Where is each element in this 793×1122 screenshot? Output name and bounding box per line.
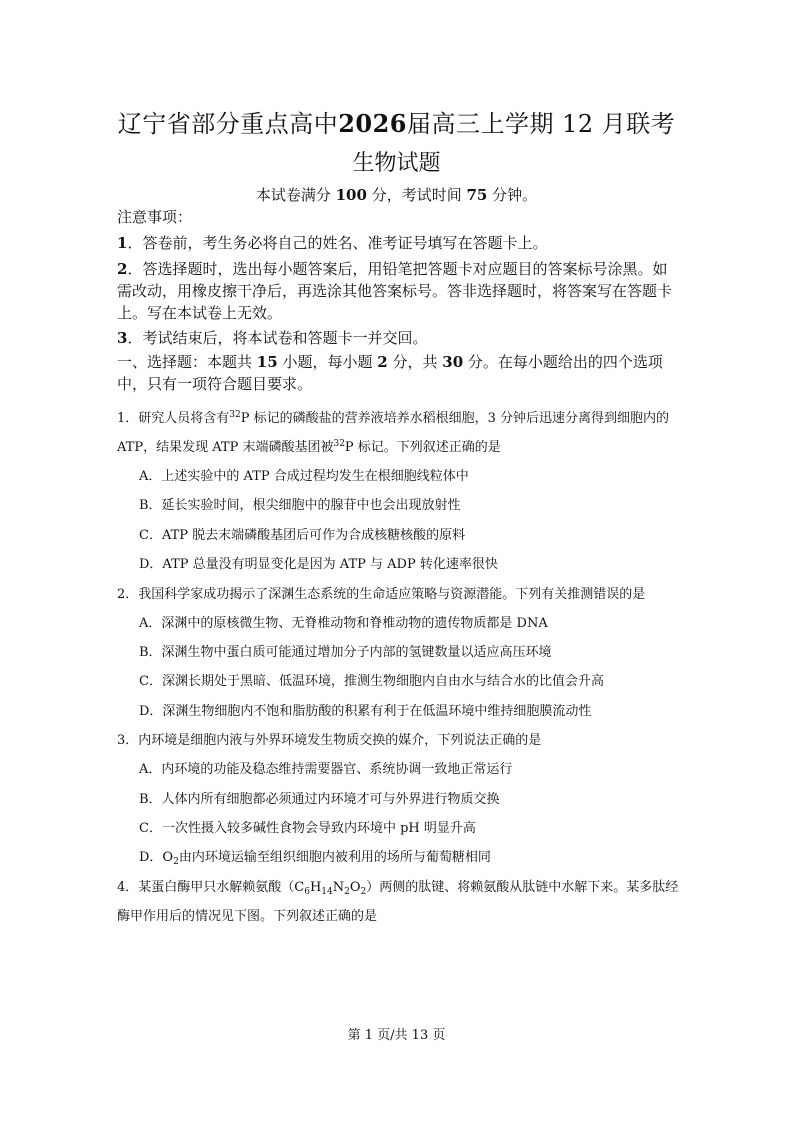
option-b: B．深渊生物中蛋白质可能通过增加分子内部的氢键数量以适应高压环境: [139, 645, 552, 661]
info-text: 分，考试时间: [371, 186, 462, 204]
section-text: 分。在每小题给出的四个选项中，只有一项符合题目要求。: [117, 353, 663, 393]
question-3: [117, 726, 682, 873]
info-text: 本试卷满分: [255, 186, 331, 204]
question-stem: [117, 404, 682, 462]
notice-block: [117, 206, 682, 395]
option-d: [139, 843, 682, 872]
option-c: C．ATP 脱去末端磷酸基团后可作为合成核糖核酸的原料: [139, 527, 466, 543]
formula-sub: 2: [360, 886, 367, 897]
exam-subtitle: 生物试题: [352, 151, 441, 176]
title-suffix: 届高三上学期 12 月联考: [407, 110, 676, 138]
formula-text: N: [332, 879, 345, 895]
notice-item-1: [117, 232, 682, 254]
question-4: [117, 873, 682, 931]
stem-text: P 标记的磷酸盐的营养液培养水稻根细胞，3 分钟后迅速分离得到细胞内的 ATP，结果发现 ATP 末端磷酸基团被: [117, 411, 670, 455]
question-stem: 2．我国科学家成功揭示了深渊生态系统的生命适应策略与资源潜能。下列有关推测错误的是: [117, 586, 646, 602]
option-a: A．深渊中的原核微生物、无脊椎动物和脊椎动物的遗传物质都是 DNA: [139, 615, 548, 631]
option-b: B．人体内所有细胞都必须通过内环境才可与外界进行物质交换: [139, 791, 500, 807]
isotope-sup: 32: [229, 410, 241, 420]
section-points: 2: [377, 353, 388, 371]
notice-num: 3: [117, 329, 128, 347]
page-footer: 第 1 页/共 13 页: [347, 1028, 446, 1043]
notice-text: ．考试结束后，将本试卷和答题卡一并交回。: [127, 329, 428, 347]
question-stem: [117, 873, 682, 931]
stem-text: 4．某蛋白酶甲只水解赖氨酸（C: [117, 879, 305, 895]
formula-text: H: [309, 879, 322, 895]
option-d: D．ATP 总量没有明显变化是因为 ATP 与 ADP 转化速率很快: [139, 557, 498, 573]
notice-heading: 注意事项：: [117, 208, 193, 226]
notice-text: ．答选择题时，选出每小题答案后，用铅笔把答题卡对应题目的答案标号涂黑。如需改动，用橡皮擦干净后，再选涂其他答案标号。答非选择题时，将答案写在答题卡上。写在本试卷上无效。: [117, 260, 673, 322]
formula-sub: 6: [304, 886, 310, 897]
stem-text: P 标记。下列叙述正确的是: [344, 440, 501, 455]
option-d: D．深渊生物细胞内不饱和脂肪酸的积累有利于在低温环境中维持细胞膜流动性: [139, 703, 592, 719]
section-text: 一、选择题：本题共: [117, 353, 253, 371]
option-c: C．一次性摄入较多碱性食物会导致内环境中 pH 明显升高: [139, 821, 476, 837]
question-1: [117, 404, 682, 580]
formula-text: O: [349, 879, 361, 895]
title-prefix: 辽宁省部分重点高中: [117, 110, 339, 138]
section-text: 小题，每小题: [282, 353, 373, 371]
exam-info: [0, 184, 793, 205]
info-time: 75: [466, 186, 488, 204]
title-year: 2026: [338, 109, 407, 138]
stem-text: 1．研究人员将含有: [117, 411, 230, 426]
questions-block: [117, 404, 682, 931]
notice-item-3: [117, 327, 682, 349]
notice-item-2: [117, 258, 682, 324]
info-text: 分钟。: [492, 186, 538, 204]
isotope-sup: 32: [333, 439, 345, 449]
section-count: 15: [256, 353, 278, 371]
question-stem: 3．内环境是细胞内液与外界环境发生物质交换的媒介，下列说法正确的是: [117, 733, 542, 749]
notice-text: ．答卷前，考生务必将自己的姓名、准考证号填写在答题卡上。: [127, 234, 548, 252]
notice-num: 2: [117, 260, 128, 278]
section-total: 30: [442, 353, 464, 371]
option-a: A．上述实验中的 ATP 合成过程均发生在根细胞线粒体中: [139, 469, 469, 484]
option-c: C．深渊长期处于黑暗、低温环境，推测生物细胞内自由水与结合水的比值会升高: [139, 674, 604, 690]
stem-text: ）两侧的肽键、将赖氨酸从肽链中水解下来。某多肽经酶甲作用后的情况见下图。下列叙述正确的是: [117, 879, 679, 924]
info-score: 100: [335, 186, 367, 204]
formula-sub: 2: [173, 857, 179, 868]
question-2: [117, 580, 682, 727]
option-b: B．延长实验时间，根尖细胞中的腺苷中也会出现放射性: [139, 498, 461, 514]
option-text: D．O: [139, 850, 174, 866]
option-text: 由内环境运输至组织细胞内被利用的场所与葡萄糖相同: [178, 850, 491, 866]
section-heading: [117, 351, 682, 395]
exam-title: [0, 104, 793, 139]
option-a: A．内环境的功能及稳态维持需要器官、系统协调一致地正常运行: [139, 762, 513, 778]
section-text: 分，共: [392, 353, 438, 371]
formula-sub: 2: [344, 886, 350, 897]
notice-num: 1: [117, 234, 128, 252]
formula-sub: 14: [321, 886, 333, 897]
